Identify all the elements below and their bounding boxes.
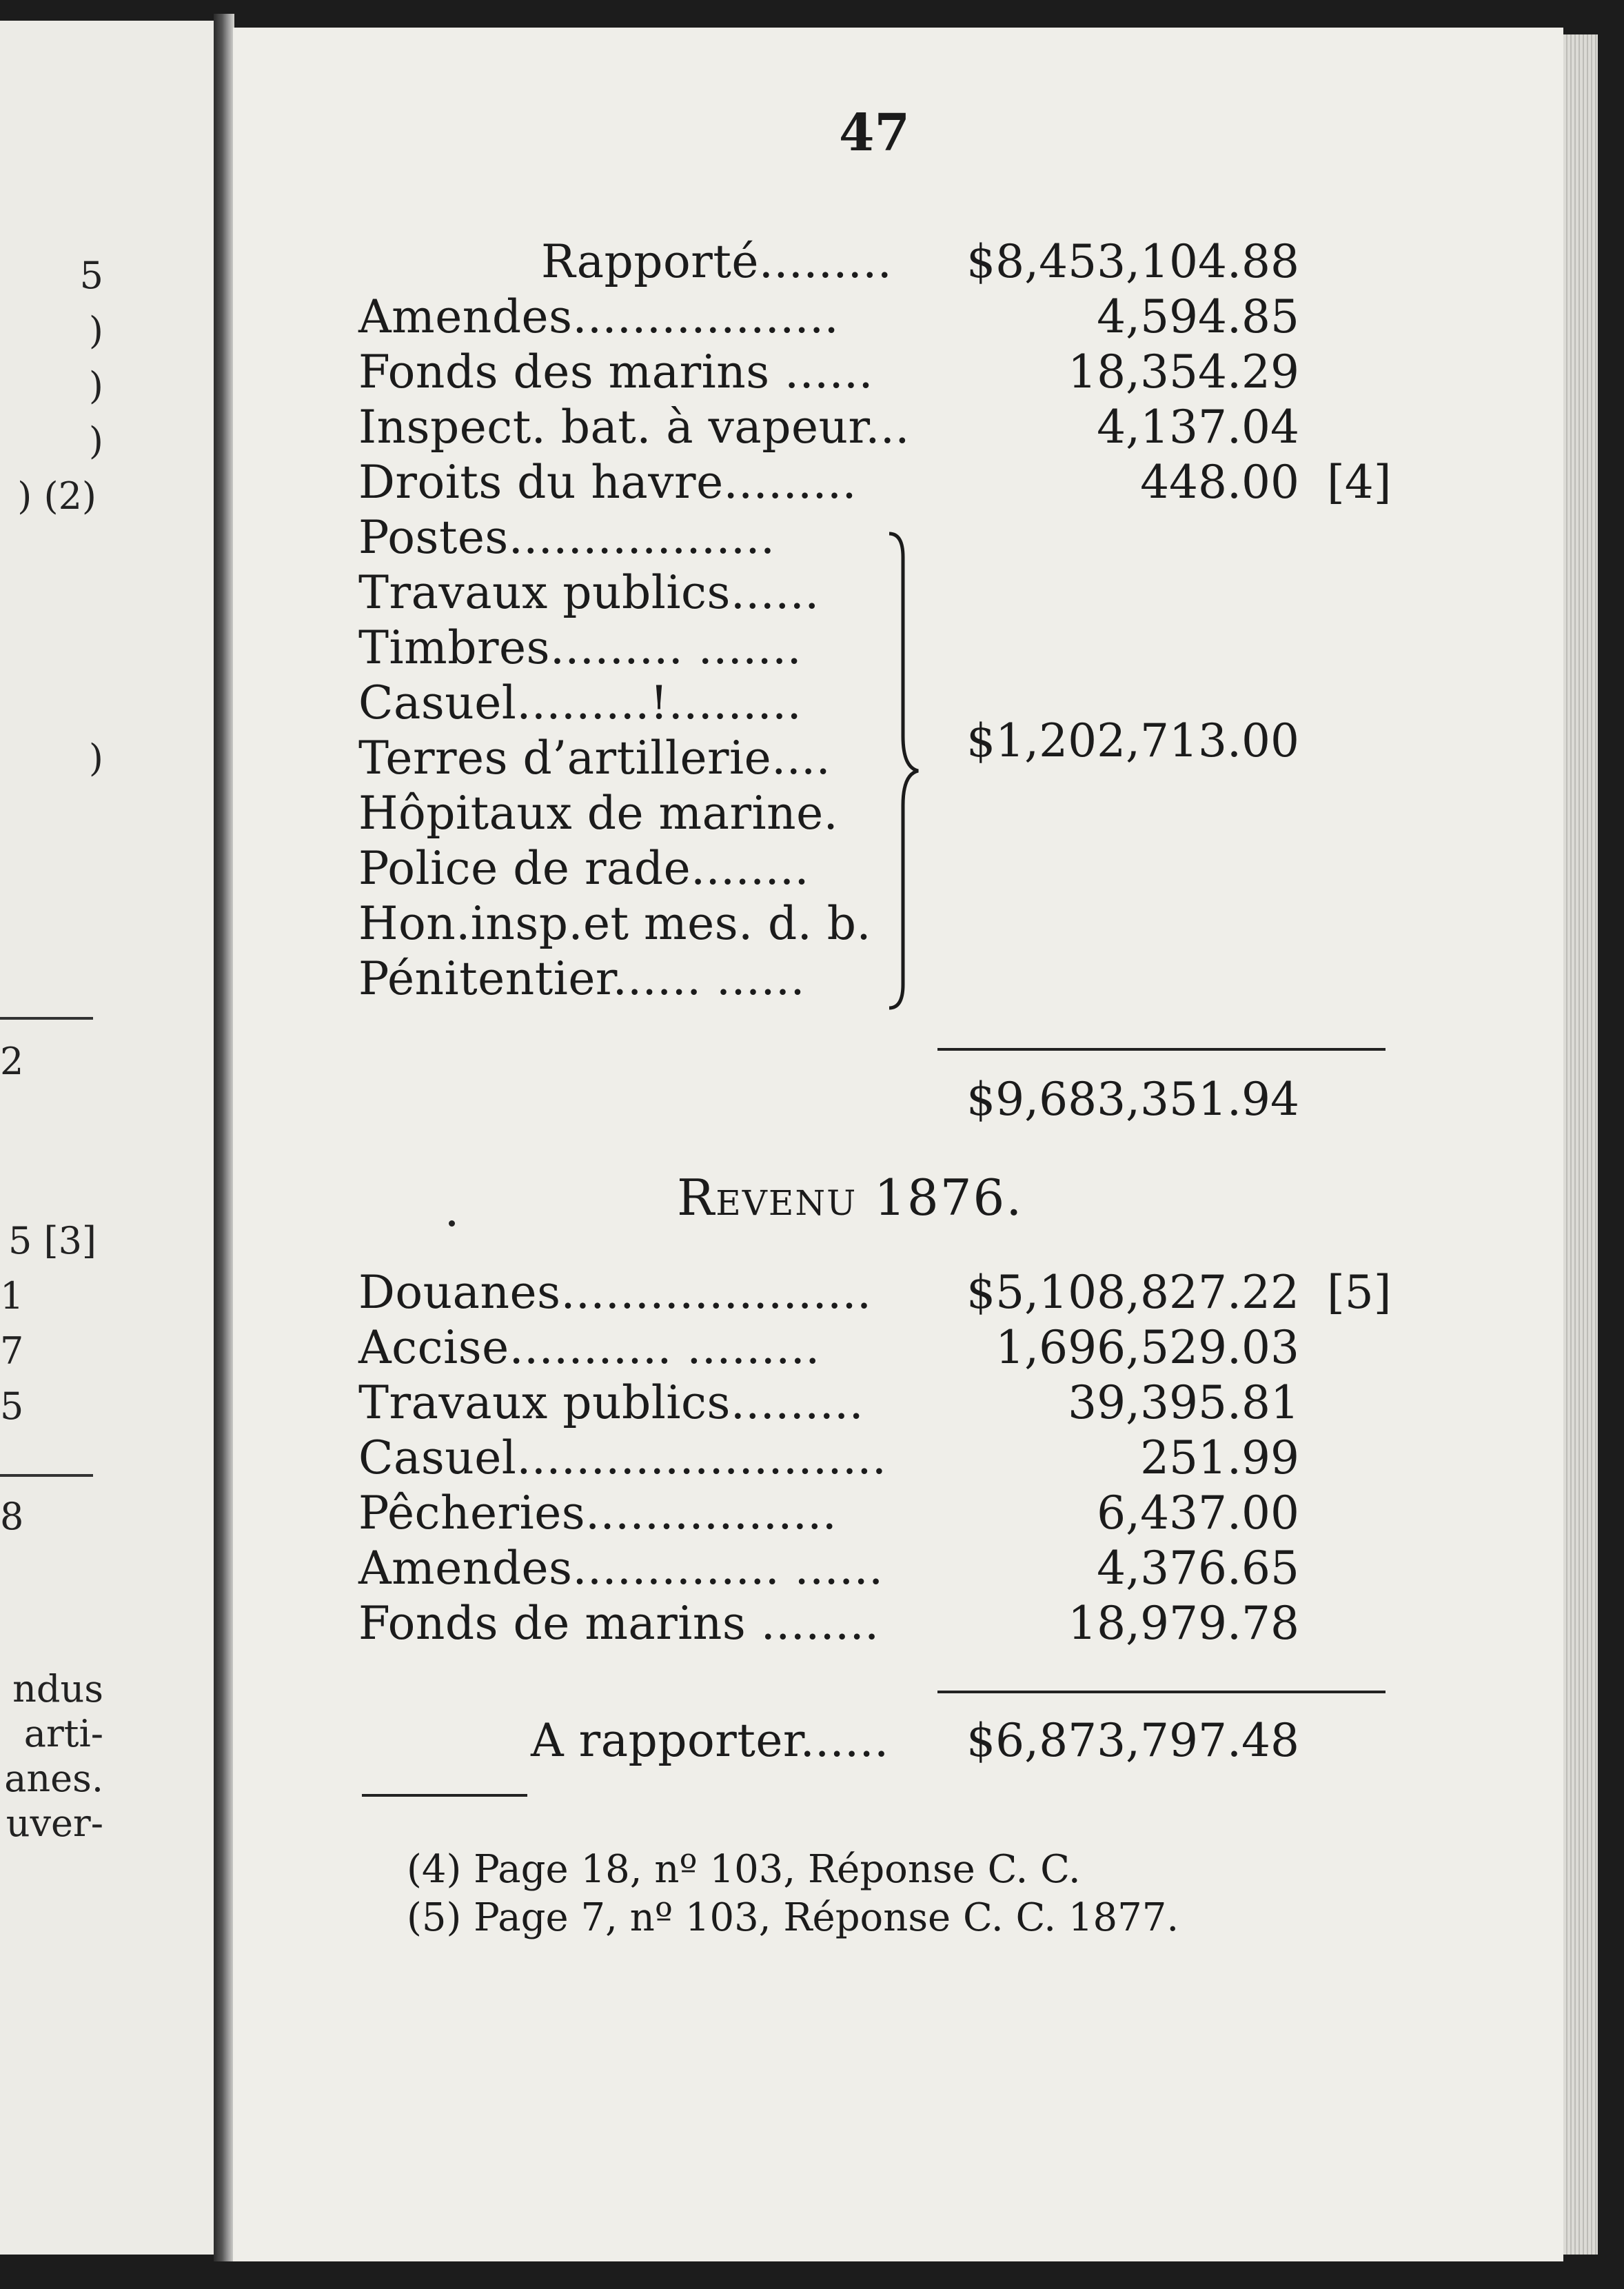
left-fragment: )	[88, 419, 103, 463]
left-fragment: 1	[0, 1274, 24, 1318]
stray-dot	[449, 1220, 455, 1227]
left-rule	[0, 1474, 93, 1477]
revenue-amount: 1,696,529.03	[995, 1321, 1299, 1374]
revenue-amount: 6,437.00	[1097, 1486, 1299, 1540]
total-rule	[937, 1048, 1386, 1051]
entry-label: Amendes..................	[358, 290, 840, 343]
left-fragment: arti-	[23, 1712, 103, 1755]
left-fragment: 2	[0, 1040, 24, 1083]
left-fragment: ndus	[12, 1667, 103, 1711]
group-label: Travaux publics......	[358, 566, 820, 619]
group-label: Postes..................	[358, 511, 775, 564]
revenue-label: Douanes.....................	[358, 1266, 872, 1319]
group-label: Hon.insp.et mes. d. b.	[358, 897, 871, 950]
group-label: Pénitentier...... ......	[358, 952, 805, 1005]
revenue-label: Accise........... .........	[358, 1321, 820, 1374]
previous-page	[0, 21, 218, 2255]
entry-label: Inspect. bat. à vapeur...	[358, 401, 910, 454]
entry-label: Rapporté.........	[541, 235, 893, 288]
revenue-amount: 4,376.65	[1097, 1542, 1299, 1595]
group-label: Casuel.........!.........	[358, 676, 802, 729]
revenue-note: [5]	[1327, 1266, 1392, 1319]
group-label: Terres d’artillerie....	[358, 732, 831, 785]
page-edge	[1563, 34, 1598, 2255]
entry-label: Droits du havre.........	[358, 456, 857, 509]
entry-note: [4]	[1327, 456, 1392, 509]
footnote: (4) Page 18, nº 103, Réponse C. C.	[407, 1847, 1081, 1892]
total-amount: $9,683,351.94	[966, 1073, 1299, 1126]
entry-amount: 18,354.29	[1068, 345, 1299, 399]
revenue-label: Amendes.............. ......	[358, 1542, 884, 1595]
revenue-label: Fonds de marins ........	[358, 1597, 880, 1650]
revenue-amount: 251.99	[1140, 1431, 1299, 1484]
left-fragment: anes.	[4, 1757, 103, 1800]
left-fragment: 7	[0, 1329, 24, 1373]
revenue-amount: $5,108,827.22	[966, 1266, 1299, 1319]
total-rule	[937, 1691, 1386, 1693]
left-fragment: )	[88, 364, 103, 407]
left-fragment: )	[88, 309, 103, 352]
entry-amount: 448.00	[1140, 456, 1299, 509]
carry-forward-amount: $6,873,797.48	[966, 1714, 1299, 1767]
left-rule	[0, 1017, 93, 1020]
entry-label: Fonds des marins ......	[358, 345, 874, 399]
group-amount: $1,202,713.00	[966, 714, 1299, 767]
left-fragment: 5 [3]	[8, 1219, 97, 1262]
group-label: Timbres......... .......	[358, 621, 802, 674]
curly-brace-icon	[884, 530, 925, 1012]
book-gutter	[214, 14, 234, 2261]
group-label: Police de rade........	[358, 842, 810, 895]
revenue-label: Pêcheries.................	[358, 1486, 838, 1540]
revenue-label: Travaux publics.........	[358, 1376, 864, 1429]
section-heading	[677, 1169, 1023, 1227]
left-fragment: ) (2)	[17, 474, 97, 518]
entry-amount: 4,137.04	[1097, 401, 1299, 454]
group-label: Hôpitaux de marine.	[358, 787, 839, 840]
footnote: (5) Page 7, nº 103, Réponse C. C. 1877.	[407, 1895, 1179, 1940]
entry-amount: $8,453,104.88	[966, 235, 1299, 288]
left-fragment: 5	[0, 1384, 24, 1428]
section-heading-text: Revenu 1876.	[677, 1169, 1024, 1227]
entry-amount: 4,594.85	[1097, 290, 1299, 343]
left-fragment: 8	[0, 1495, 24, 1538]
carry-forward-label: A rapporter......	[531, 1714, 889, 1767]
revenue-amount: 39,395.81	[1068, 1376, 1299, 1429]
revenue-amount: 18,979.78	[1068, 1597, 1299, 1650]
left-fragment: )	[88, 736, 103, 780]
left-fragment: 5	[79, 254, 103, 297]
page-number: 47	[839, 103, 910, 163]
left-fragment: uver-	[6, 1802, 103, 1845]
revenue-label: Casuel.........................	[358, 1431, 887, 1484]
footnote-rule	[362, 1794, 527, 1797]
